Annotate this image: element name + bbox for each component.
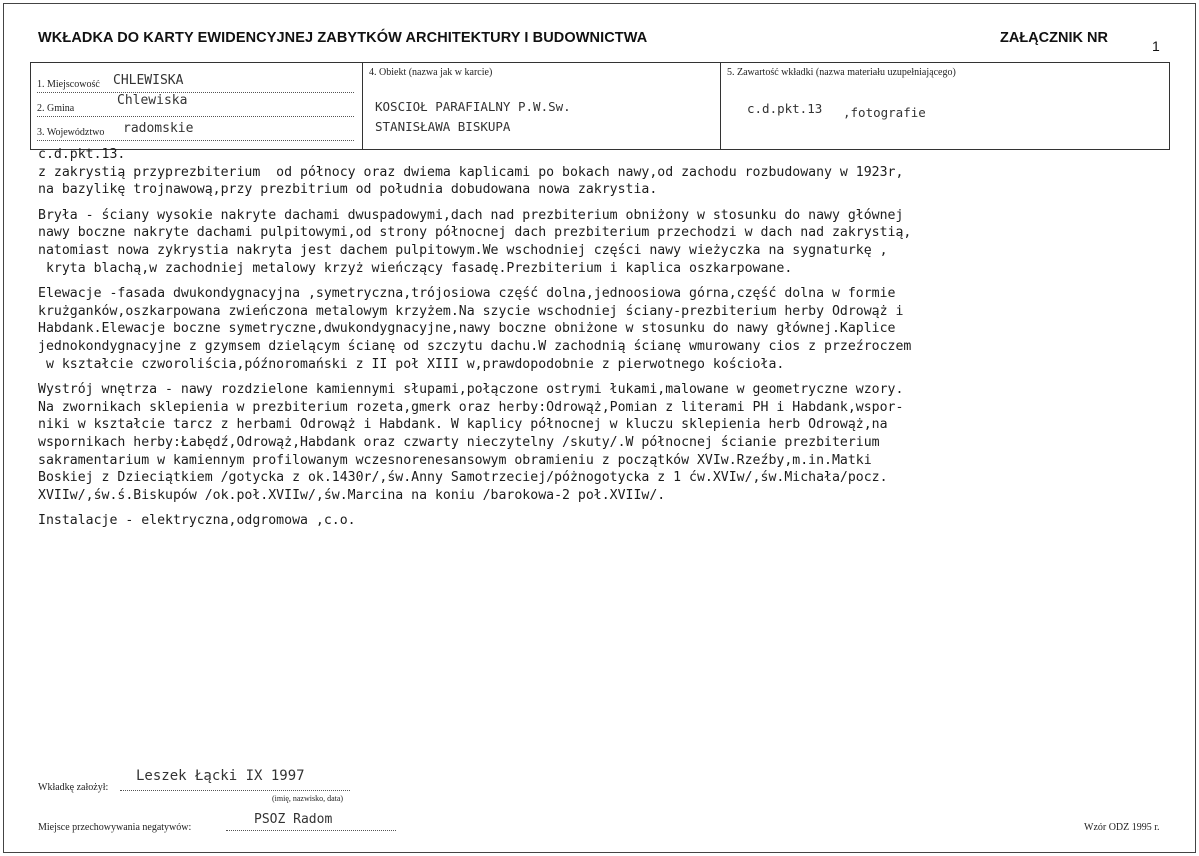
paragraph-gap: [38, 199, 1173, 207]
form-code: Wzór ODZ 1995 r.: [1084, 822, 1160, 833]
contents-value-a: c.d.pkt.13: [747, 101, 823, 116]
text-line: z zakrystią przyprezbiterium od północy oraz dwiema kaplicami po bokach nawy,od zachodu rozbudowany w 1923r,: [38, 164, 904, 180]
voivodeship-value: radomskie: [123, 121, 194, 136]
locality-label: 1. Miejscowość: [37, 79, 100, 90]
storage-dots: [226, 830, 396, 831]
text-line: kryta blachą,w zachodniej metalowy krzyż wieńczący fasadę.Prezbiterium i kaplica oszkarpowane.: [38, 260, 793, 276]
object-box: [362, 62, 721, 150]
text-line: natomiast nowa zykrystia nakryta jest dachem pulpitowym.We wschodniej części nawy wieżyczka na sygnaturkę ,: [38, 242, 888, 258]
text-line: na bazylikę trojnawową,przy prezbitrium od południa dobudowana nowa zakrystia.: [38, 182, 658, 198]
text-line: XVIIw/,św.ś.Biskupów /ok.poł.XVIIw/,św.Marcina na koniu /barokowa-2 poł.XVIIw/.: [38, 487, 666, 503]
text-line: jednokondygnacyjne z gzymsem dzielącym ścianę od szczytu dachu.W zachodnią ścianę wmurowany cios z przeźroczem: [38, 338, 912, 354]
object-line-1: KOSCIOŁ PARAFIALNY P.W.Sw.: [375, 99, 571, 114]
text-line: nawy boczne nakryte dachami pulpitowymi,od strony północnej dach prezbiterium przechodzi w dach nad zakrystią,: [38, 225, 912, 241]
commune-field: [37, 103, 354, 119]
text-line: Na zwornikach sklepienia w prezbiterium rozeta,gmerk oraz herby:Odrowąż,Pomian z literami PH i Habdank,wspor-: [38, 399, 904, 415]
text-line: Wystrój wnętrza - nawy rozdzielone kamiennymi słupami,połączone ostrymi łukami,malowane w geometryczne wzory.: [38, 382, 904, 398]
locality-value: CHLEWISKA: [113, 73, 184, 88]
voivodeship-field: [37, 127, 354, 143]
author-hint: (imię, nazwisko, data): [272, 794, 344, 803]
text-line: Instalacje - elektryczna,odgromowa ,c.o.: [38, 513, 356, 529]
locality-field: [37, 79, 354, 95]
text-line: Boskiej z Dzieciątkiem /gotycka z ok.1430r/,św.Anny Samotrzeciej/póżnogotycka z 1 ćw.XVIw/,św.Michała/pocz.: [38, 470, 888, 486]
contents-value-b: ,fotografie: [843, 105, 926, 120]
text-line: c.d.pkt.13.: [38, 147, 126, 162]
voivodeship-label: 3. Województwo: [37, 127, 105, 138]
storage-value: PSOZ Radom: [254, 812, 333, 827]
location-box: [30, 62, 363, 150]
object-line-2: STANISŁAWA BISKUPA: [375, 119, 511, 134]
text-line: wspornikach herby:Łabędź,Odrowąż,Habdank oraz czwarty nieczytelny /skuty/.W północnej ścianie prezbiterium: [38, 434, 880, 450]
annex-label: ZAŁĄCZNIK NR: [1000, 30, 1108, 46]
author-dots: [120, 790, 350, 791]
paragraph-gap: [38, 504, 1173, 512]
object-label: 4. Obiekt (nazwa jak w karcie): [369, 67, 493, 78]
text-line: Elewacje -fasada dwukondygnacyjna ,symetryczna,trójosiowa część dolna,jednoosiowa górna,część dolna w formie: [38, 286, 896, 302]
form-title: WKŁADKA DO KARTY EWIDENCYJNEJ ZABYTKÓW ARCHITEKTURY I BUDOWNICTWA: [38, 30, 648, 46]
annex-number: 1: [1152, 38, 1160, 54]
text-line: niki w kształcie tarcz z herbami Odrowąż i Habdank. W kaplicy północnej w kluczu sklepienia herb Odrowąż,na: [38, 417, 888, 433]
text-line: krużganków,oszkarpowana zwieńczona metalowym krzyżem.Na szycie wschodniej ściany-prezbiterium herby Odrowąż i: [38, 303, 904, 319]
contents-box: [720, 62, 1170, 150]
author-label: Wkładkę założył:: [38, 782, 109, 793]
text-line: w kształcie czworoliścia,późnoromański z II poł XIII w,prawdopodobnie z pierwotnego kościoła.: [38, 356, 785, 372]
contents-label: 5. Zawartość wkładki (nazwa materiału uzupełniającego): [727, 67, 956, 78]
storage-label: Miejsce przechowywania negatywów:: [38, 822, 192, 833]
paragraph-gap: [38, 373, 1173, 381]
paragraph-gap: [38, 277, 1173, 285]
commune-value: Chlewiska: [117, 93, 188, 108]
author-value: Leszek Łącki IX 1997: [136, 768, 305, 784]
commune-label: 2. Gmina: [37, 103, 75, 114]
text-line: Bryła - ściany wysokie nakryte dachami dwuspadowymi,dach nad prezbiterium obniżony w stosunku do nawy głównej: [38, 207, 904, 223]
text-line: sakramentarium w kamiennym profilowanym wczesnorenesansowym obramieniu z początków XVIw.Rzeźby,m.in.Matki: [38, 452, 872, 468]
typed-description: [38, 146, 1173, 530]
text-line: Habdank.Elewacje boczne symetryczne,dwukondygnacyjne,nawy boczne obniżone w stosunku do nawy głównej.Kaplice: [38, 321, 896, 337]
